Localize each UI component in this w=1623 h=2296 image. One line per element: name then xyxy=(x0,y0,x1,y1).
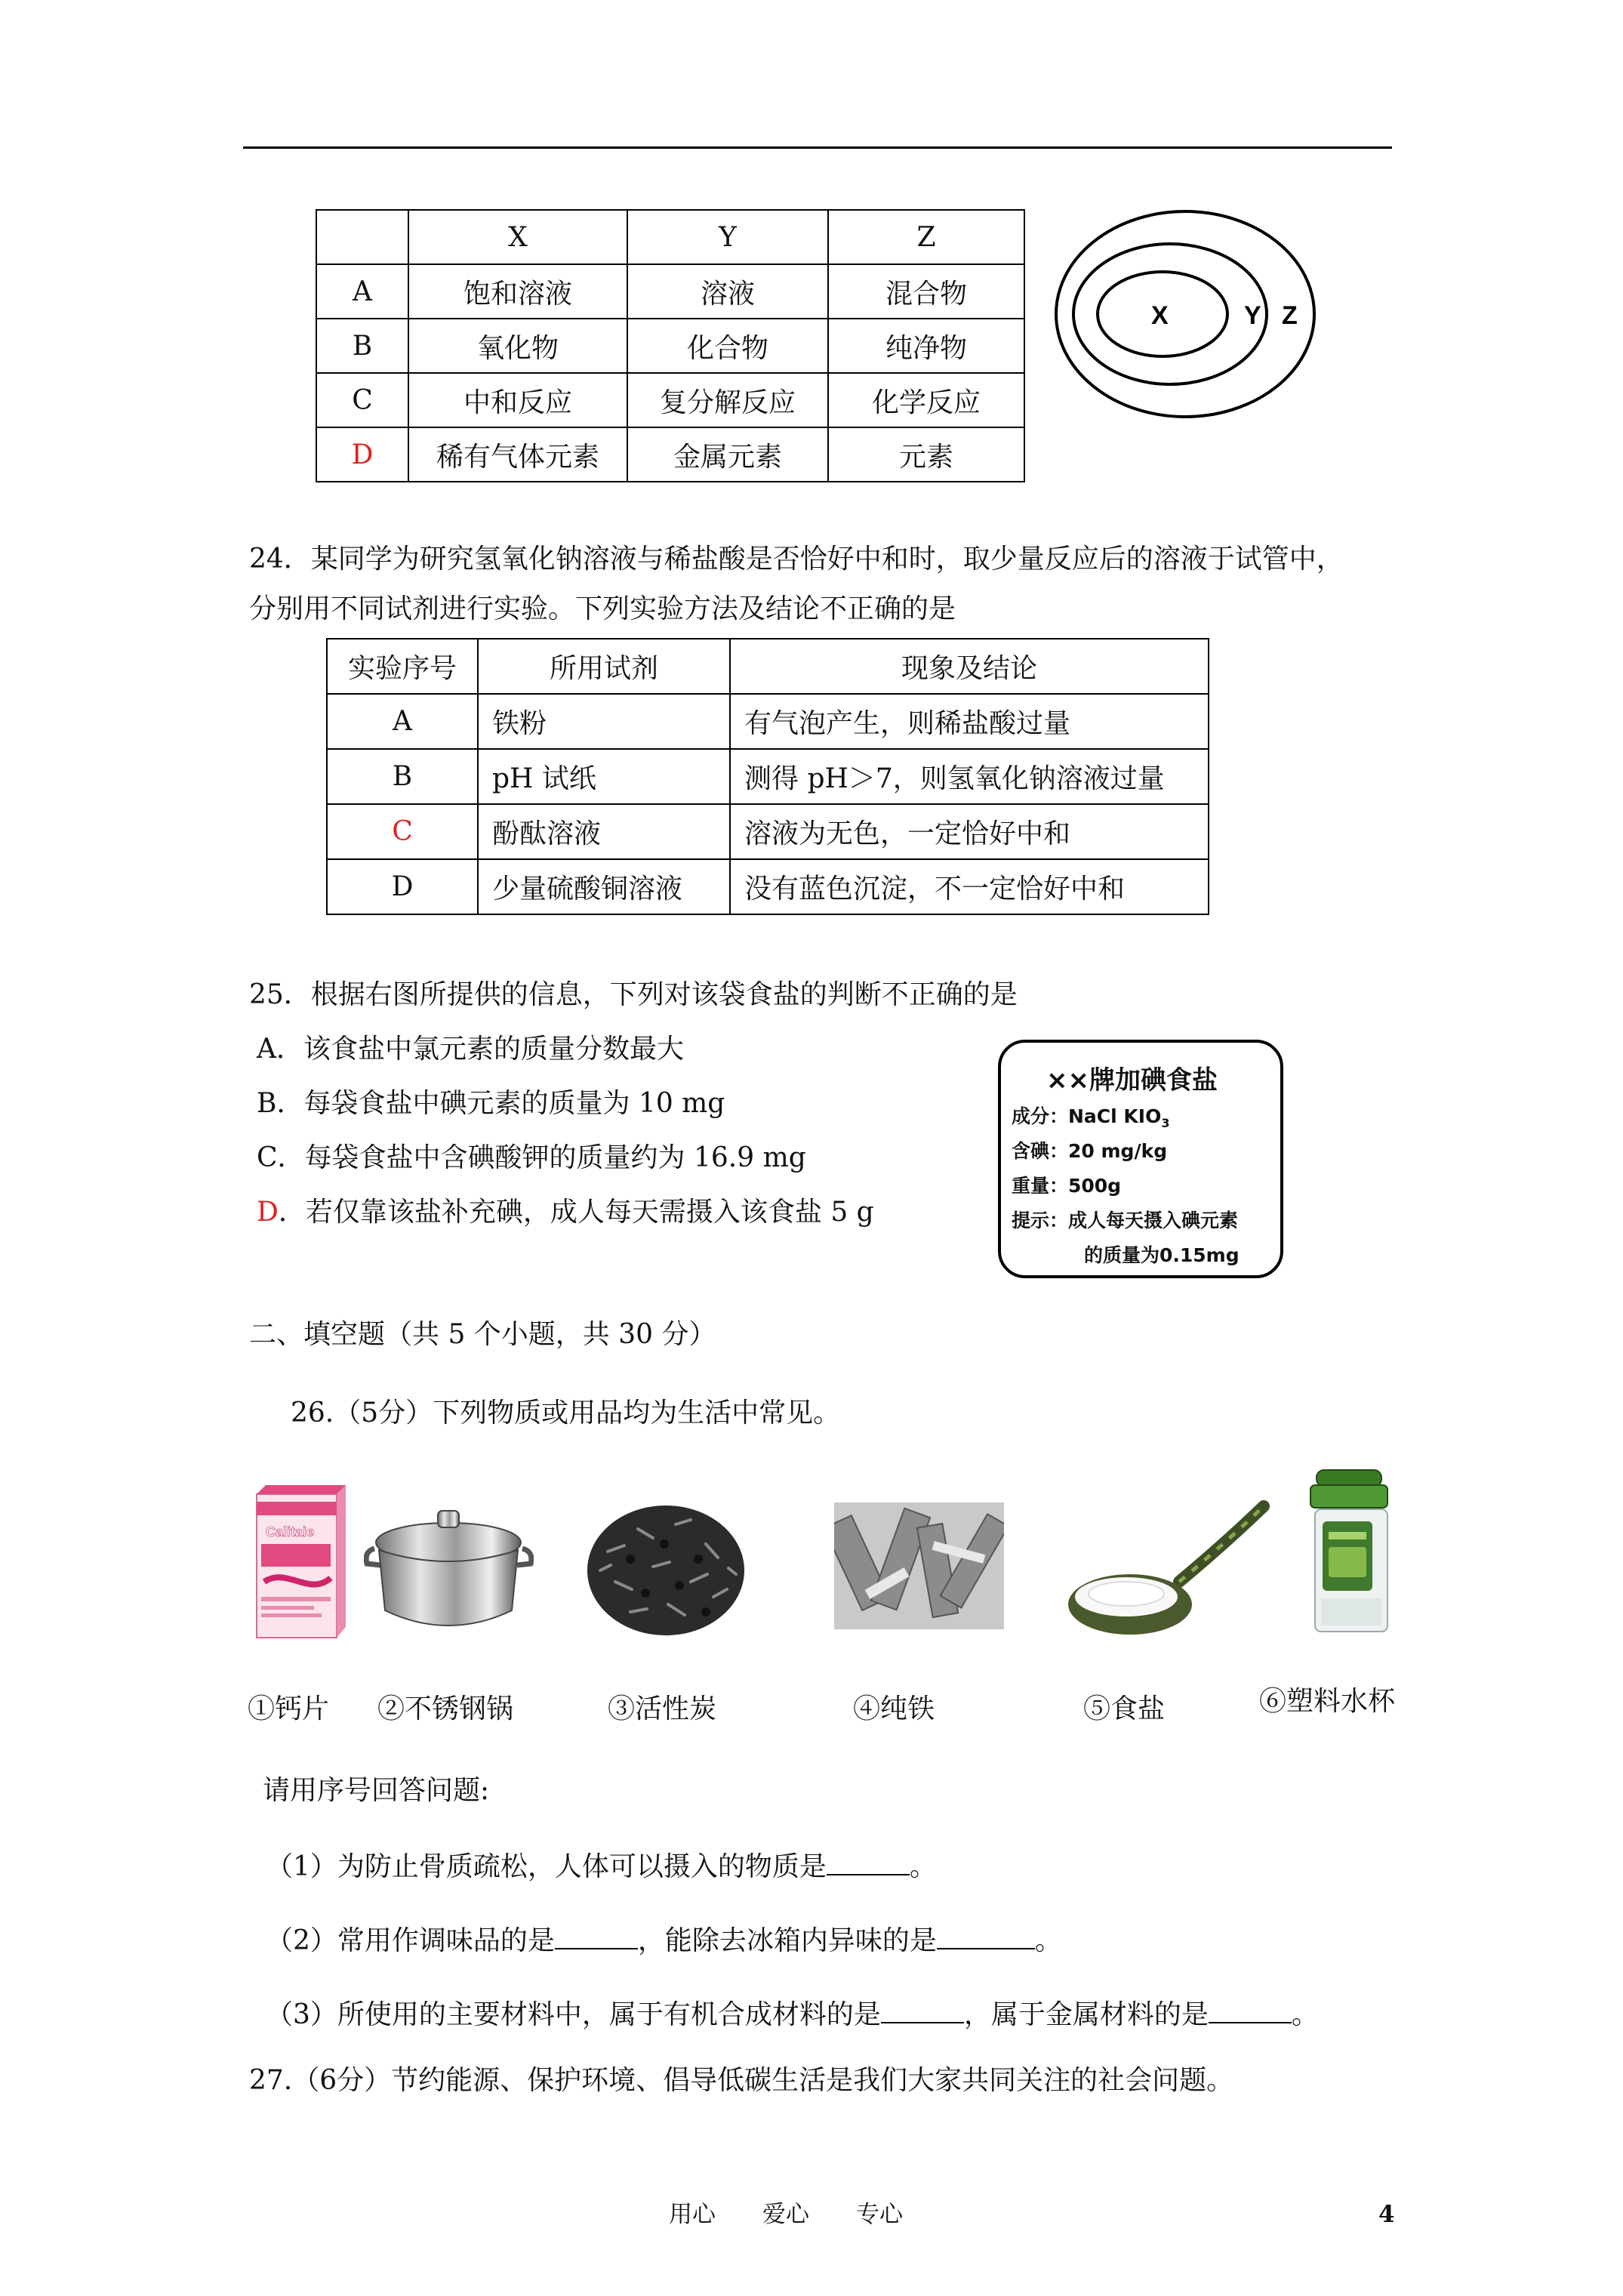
venn-table-header-row xyxy=(316,210,1024,264)
q24-cell-reagent: 酚酞溶液 xyxy=(478,804,730,859)
q25-option-text: ．每袋食盐中含碘酸钾的质量约为 16.9 mg xyxy=(277,1142,806,1173)
venn-label-inner: X xyxy=(1151,301,1169,330)
q26-sub3-blank-2[interactable] xyxy=(1209,1999,1292,2023)
q24-experiment-table xyxy=(326,638,1209,915)
venn-cell-z: 元素 xyxy=(828,427,1024,482)
venn-header-cell xyxy=(316,210,408,264)
footer-motto: 用心 爱心 专心 xyxy=(669,2201,903,2228)
venn-header-cell: X xyxy=(408,210,627,264)
q25-option-label: D xyxy=(257,1197,279,1228)
q26-sub1: （1）为防止骨质疏松，人体可以摄入的物质是 。 xyxy=(266,1851,937,1882)
q24-table-row xyxy=(327,859,1209,914)
salt-label-iodine: 含碘：20 mg/kg xyxy=(1012,1140,1168,1162)
salt-spoon-image xyxy=(1066,1499,1270,1642)
q24-header-cell: 实验序号 xyxy=(327,639,478,694)
q26-item-caption: ③活性炭 xyxy=(608,1693,717,1724)
q24-cell-reagent: 铁粉 xyxy=(478,694,730,749)
q26-sub3: （3）所使用的主要材料中，属于有机合成材料的是 ，属于金属材料的是 。 xyxy=(266,1999,1319,2030)
q24-row-label: B xyxy=(327,749,478,804)
q26-item-caption: ②不锈钢锅 xyxy=(377,1693,514,1724)
q26-sub1-blank[interactable] xyxy=(827,1851,910,1875)
q26-instruction: 请用序号回答问题: xyxy=(263,1775,490,1806)
venn-classification-table xyxy=(316,209,1025,482)
q24-table-row xyxy=(327,694,1209,749)
salt-label-ingredients: 成分：NaCl $KIO_3$ xyxy=(1012,1105,1170,1130)
venn-header-cell: Y xyxy=(627,210,828,264)
venn-row-label: B xyxy=(316,319,408,373)
venn-cell-x: 中和反应 xyxy=(408,373,627,427)
stainless-steel-pot-image xyxy=(364,1505,534,1641)
q25-option-b xyxy=(257,1090,725,1117)
q26-sub2-blank-2[interactable] xyxy=(937,1925,1035,1949)
venn-diagram xyxy=(1053,208,1317,421)
venn-cell-z: 化学反应 xyxy=(828,373,1024,427)
q24-cell-result: 溶液为无色，一定恰好中和 xyxy=(730,804,1209,859)
venn-table-row xyxy=(316,427,1024,482)
pure-iron-image xyxy=(834,1502,1004,1629)
q24-cell-reagent: 少量硫酸铜溶液 xyxy=(478,859,730,914)
q25-stem: 25．根据右图所提供的信息，下列对该袋食盐的判断不正确的是 xyxy=(249,979,1018,1010)
salt-label-box xyxy=(998,1040,1283,1278)
q24-header-cell: 所用试剂 xyxy=(478,639,730,694)
salt-label-tip2: 的质量为0.15mg xyxy=(1084,1244,1240,1266)
venn-cell-z: 纯净物 xyxy=(828,319,1024,373)
q26-stem: 26.（5分）下列物质或用品均为生活中常见。 xyxy=(291,1398,841,1428)
q24-table-row xyxy=(327,749,1209,804)
venn-row-label: A xyxy=(316,264,408,319)
q24-row-label: C xyxy=(327,804,478,859)
venn-table-row xyxy=(316,264,1024,319)
venn-cell-y: 金属元素 xyxy=(627,427,828,482)
q24-table-header-row xyxy=(327,639,1209,694)
salt-label-title: ××牌加碘食盐 xyxy=(1046,1065,1218,1096)
q24-table-row xyxy=(327,804,1209,859)
salt-label-tip1: 提示：成人每天摄入碘元素 xyxy=(1012,1210,1239,1231)
venn-table-row xyxy=(316,319,1024,373)
venn-cell-x: 稀有气体元素 xyxy=(408,427,627,482)
q25-option-c xyxy=(257,1142,806,1173)
q25-option-label: A xyxy=(257,1034,276,1065)
venn-label-middle: Y xyxy=(1244,301,1261,330)
q25-option-a xyxy=(257,1036,684,1063)
q24-cell-result: 有气泡产生，则稀盐酸过量 xyxy=(730,694,1209,749)
q24-cell-result: 测得 pH＞7，则氢氧化钠溶液过量 xyxy=(730,749,1209,804)
venn-cell-y: 溶液 xyxy=(627,264,828,319)
q26-sub2: （2）常用作调味品的是 ，能除去冰箱内异味的是 。 xyxy=(266,1925,1062,1956)
q24-cell-reagent: pH 试纸 xyxy=(478,749,730,804)
q26-item-caption: ⑥塑料水杯 xyxy=(1259,1686,1396,1717)
q25-option-text: ．若仅靠该盐补充碘，成人每天需摄入该食盐 5 g xyxy=(278,1197,874,1228)
page-number: 4 xyxy=(1378,2201,1395,2228)
salt-label-weight: 重量：500g xyxy=(1012,1175,1122,1197)
venn-cell-y: 化合物 xyxy=(627,319,828,373)
q24-stem-line2: 分别用不同试剂进行实验。下列实验方法及结论不正确的是 xyxy=(249,593,956,624)
activated-carbon-image xyxy=(585,1499,747,1638)
q24-cell-result: 没有蓝色沉淀，不一定恰好中和 xyxy=(730,859,1209,914)
q26-item-caption: ①钙片 xyxy=(248,1693,330,1724)
q26-sub3-blank-1[interactable] xyxy=(881,1999,964,2023)
venn-cell-z: 混合物 xyxy=(828,264,1024,319)
venn-label-outer: Z xyxy=(1282,301,1298,330)
q25-option-text: ．每袋食盐中碘元素的质量为 10 mg xyxy=(276,1088,725,1119)
q24-stem-line1: 24．某同学为研究氢氧化钠溶液与稀盐酸是否恰好中和时，取少量反应后的溶液于试管中， xyxy=(249,544,1344,575)
venn-cell-x: 饱和溶液 xyxy=(408,264,627,319)
q25-option-text: ．该食盐中氯元素的质量分数最大 xyxy=(276,1034,685,1065)
q26-item-caption: ⑤食盐 xyxy=(1083,1693,1166,1724)
venn-table-row xyxy=(316,373,1024,427)
q25-option-d xyxy=(257,1199,874,1226)
venn-header-cell: Z xyxy=(828,210,1024,264)
venn-row-label: C xyxy=(316,373,408,427)
q24-row-label: A xyxy=(327,694,478,749)
venn-outer-ellipse xyxy=(1056,211,1314,417)
q25-option-label: B xyxy=(257,1088,277,1119)
venn-cell-x: 氧化物 xyxy=(408,319,627,373)
venn-cell-y: 复分解反应 xyxy=(627,373,828,427)
q26-item-caption: ④纯铁 xyxy=(853,1693,935,1724)
venn-row-label: D xyxy=(316,427,408,482)
calcium-box-text: Calitaie xyxy=(266,1524,315,1539)
header-rule xyxy=(243,146,1392,149)
venn-middle-ellipse xyxy=(1073,244,1267,384)
section-title: 二、填空题（共 5 个小题，共 30 分） xyxy=(249,1319,716,1350)
plastic-water-cup-image xyxy=(1300,1469,1402,1638)
q26-sub2-blank-1[interactable] xyxy=(555,1925,638,1949)
q24-header-cell: 现象及结论 xyxy=(730,639,1209,694)
q27-stem: 27.（6分）节约能源、保护环境、倡导低碳生活是我们大家共同关注的社会问题。 xyxy=(249,2065,1234,2096)
q24-row-label: D xyxy=(327,859,478,914)
calcium-tablet-box-image xyxy=(249,1484,347,1641)
q25-option-label: C xyxy=(257,1142,278,1173)
